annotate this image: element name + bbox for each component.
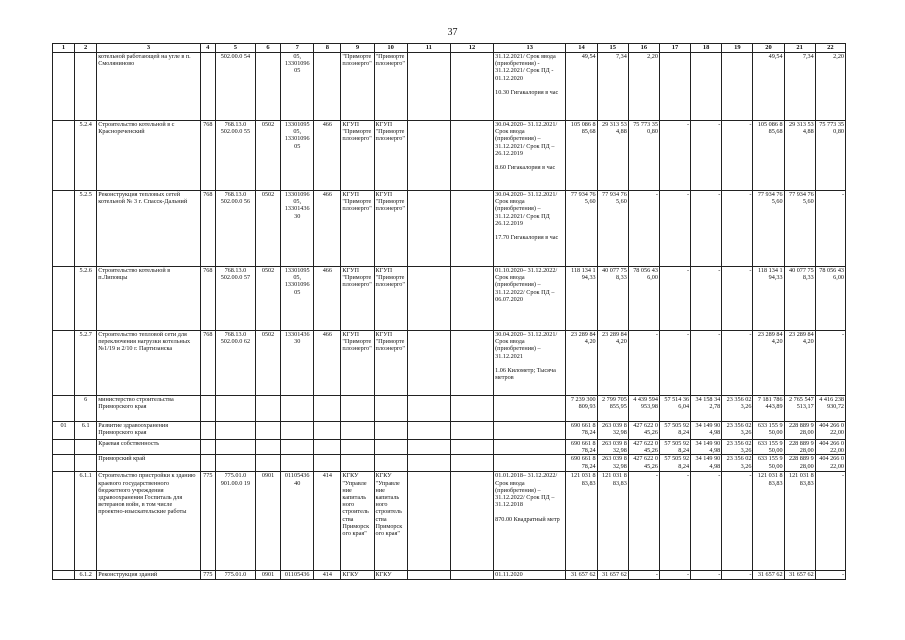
table-cell bbox=[374, 396, 407, 422]
table-cell bbox=[255, 440, 280, 455]
table-cell bbox=[200, 396, 215, 422]
table-row bbox=[53, 396, 846, 422]
table-cell: 29 313 53 4,88 bbox=[597, 121, 628, 191]
table-cell bbox=[494, 422, 566, 440]
table-cell bbox=[53, 571, 75, 580]
table-cell bbox=[407, 422, 450, 440]
header-cell: 22 bbox=[815, 44, 845, 53]
table-cell bbox=[341, 440, 374, 455]
table-cell: 05, 13301096 05 bbox=[281, 53, 314, 121]
table-row bbox=[53, 121, 846, 191]
table-cell: 23 289 84 4,20 bbox=[753, 331, 784, 396]
table-cell: 34 158 34 2,78 bbox=[691, 396, 722, 422]
table-cell: - bbox=[659, 121, 690, 191]
table-cell: 01105436 40 bbox=[281, 472, 314, 571]
table-cell: 5.2.7 bbox=[75, 331, 97, 396]
header-row bbox=[53, 44, 846, 53]
table-cell bbox=[255, 422, 280, 440]
table-cell bbox=[314, 455, 341, 472]
table-cell bbox=[314, 396, 341, 422]
table-body bbox=[53, 53, 846, 580]
header-cell: 17 bbox=[659, 44, 690, 53]
table-cell bbox=[281, 396, 314, 422]
table-cell: 30.04.2020– 31.12.2021/ Срок ввода (приобретения) – 31.12.2021/ Срок ПД 26.12.2019 17.70 Гигакалория в час bbox=[494, 191, 566, 267]
table-cell bbox=[255, 53, 280, 121]
table-cell: 31.12.2021/ Срок ввода (приобретения) - 31.12.2021/ Срок ПД - 01.12.2020 10.30 Гигакалория в час bbox=[494, 53, 566, 121]
table-cell: 23 289 84 4,20 bbox=[784, 331, 815, 396]
table-cell: 2 799 705 855,95 bbox=[597, 396, 628, 422]
table-cell bbox=[53, 472, 75, 571]
header-cell: 16 bbox=[628, 44, 659, 53]
table-cell: 30.04.2020– 31.12.2021/ Срок ввода (приобретения) – 31.12.2021/ Срок ПД – 26.12.2019 8.60 Гигакалория в час bbox=[494, 121, 566, 191]
table-cell: 01 bbox=[53, 422, 75, 440]
table-cell: - bbox=[659, 571, 690, 580]
table-cell bbox=[53, 121, 75, 191]
header-cell: 3 bbox=[97, 44, 201, 53]
table-cell bbox=[200, 422, 215, 440]
table-cell bbox=[691, 53, 722, 121]
table-cell: 768.13.0 502.00.0 57 bbox=[215, 267, 255, 331]
table-cell: КГУП "Приморте плоэнерго" bbox=[374, 267, 407, 331]
table-cell: 34 149 90 4,98 bbox=[691, 455, 722, 472]
table-cell: 31 657 62 bbox=[784, 571, 815, 580]
table-cell bbox=[341, 396, 374, 422]
table-cell: 502.00.0 54 bbox=[215, 53, 255, 121]
table-cell: 77 934 76 5,60 bbox=[566, 191, 597, 267]
table-cell bbox=[215, 396, 255, 422]
table-cell: "Приморте плоэнерго" bbox=[374, 53, 407, 121]
table-cell: 23 356 02 3,26 bbox=[722, 440, 753, 455]
table-cell: 4 416 238 930,72 bbox=[815, 396, 845, 422]
table-cell: 0502 bbox=[255, 331, 280, 396]
table-cell: - bbox=[691, 191, 722, 267]
table-cell: - bbox=[659, 472, 690, 571]
table-row bbox=[53, 331, 846, 396]
table-cell: 13301095 05, 13301096 05 bbox=[281, 121, 314, 191]
table-row bbox=[53, 422, 846, 440]
table-cell: 01.11.2020 bbox=[494, 571, 566, 580]
table-cell bbox=[75, 455, 97, 472]
table-cell bbox=[53, 396, 75, 422]
table-cell: 77 934 76 5,60 bbox=[597, 191, 628, 267]
header-cell: 12 bbox=[450, 44, 493, 53]
table-cell: 34 149 90 4,98 bbox=[691, 422, 722, 440]
table-cell: 13301436 30 bbox=[281, 331, 314, 396]
table-cell bbox=[407, 121, 450, 191]
table-cell bbox=[281, 422, 314, 440]
table-cell bbox=[407, 331, 450, 396]
table-cell bbox=[407, 396, 450, 422]
table-cell: 57 505 92 8,24 bbox=[659, 455, 690, 472]
table-cell: 228 889 9 28,00 bbox=[784, 455, 815, 472]
table-cell: - bbox=[659, 331, 690, 396]
table-row bbox=[53, 440, 846, 455]
table-cell: 768.13.0 502.00.0 55 bbox=[215, 121, 255, 191]
table-cell bbox=[255, 455, 280, 472]
table-cell bbox=[215, 422, 255, 440]
table-cell bbox=[450, 53, 493, 121]
table-cell bbox=[450, 191, 493, 267]
table-cell bbox=[53, 455, 75, 472]
table-cell bbox=[341, 455, 374, 472]
table-cell: - bbox=[691, 472, 722, 571]
table-cell: 2,20 bbox=[628, 53, 659, 121]
header-cell: 8 bbox=[314, 44, 341, 53]
table-cell bbox=[215, 455, 255, 472]
table-cell: 0901 bbox=[255, 472, 280, 571]
table-cell bbox=[450, 455, 493, 472]
table-cell bbox=[450, 331, 493, 396]
table-cell: Реконструкция тепловых сетей котельной № 3 г. Спасск-Дальний bbox=[97, 191, 201, 267]
table-cell bbox=[494, 455, 566, 472]
table-cell: 29 313 53 4,88 bbox=[784, 121, 815, 191]
table-cell: 633 155 9 50,00 bbox=[753, 422, 784, 440]
table-cell: 228 889 9 28,00 bbox=[784, 422, 815, 440]
table-cell: - bbox=[815, 571, 845, 580]
table-cell bbox=[374, 440, 407, 455]
table-row bbox=[53, 472, 846, 571]
table-cell bbox=[450, 267, 493, 331]
table-cell bbox=[314, 422, 341, 440]
table-cell: 40 077 75 8,33 bbox=[597, 267, 628, 331]
table-cell bbox=[53, 440, 75, 455]
table-cell: 404 266 0 22,00 bbox=[815, 455, 845, 472]
table-cell: КГУП "Приморте плоэнерго" bbox=[341, 121, 374, 191]
header-cell: 2 bbox=[75, 44, 97, 53]
header-cell: 10 bbox=[374, 44, 407, 53]
table-cell: 633 155 9 50,00 bbox=[753, 455, 784, 472]
table-cell bbox=[53, 53, 75, 121]
table-cell: 775 bbox=[200, 571, 215, 580]
table-cell: 0502 bbox=[255, 267, 280, 331]
table-cell bbox=[200, 455, 215, 472]
table-cell: КГКУ "Управле ние капиталь ного строитель ства Приморск ого края" bbox=[341, 472, 374, 571]
table-cell: 30.04.2020– 31.12.2021/ Срок ввода (приобретения) – 31.12.2021 1.06 Километр; Тысяча метров bbox=[494, 331, 566, 396]
table-cell: 6.1.2 bbox=[75, 571, 97, 580]
table-cell: Строительство котельной в п.Липовцы bbox=[97, 267, 201, 331]
table-cell: 78 056 43 6,00 bbox=[815, 267, 845, 331]
table-cell: КГКУ bbox=[374, 571, 407, 580]
table-cell: КГКУ bbox=[341, 571, 374, 580]
table-cell: 768.13.0 502.00.0 56 bbox=[215, 191, 255, 267]
table-cell: Строительство котельной в с Краснореченский bbox=[97, 121, 201, 191]
table-cell: 31 657 62 bbox=[566, 571, 597, 580]
table-cell: 118 134 1 94,33 bbox=[566, 267, 597, 331]
table-cell bbox=[314, 53, 341, 121]
table-cell: 7 239 300 809,93 bbox=[566, 396, 597, 422]
table-cell: 57 505 92 8,24 bbox=[659, 422, 690, 440]
table-cell bbox=[53, 191, 75, 267]
table-cell: - bbox=[722, 472, 753, 571]
table-cell: - bbox=[815, 331, 845, 396]
table-cell: 768 bbox=[200, 331, 215, 396]
table-cell bbox=[407, 53, 450, 121]
table-cell: 31 657 62 bbox=[753, 571, 784, 580]
table-cell bbox=[200, 53, 215, 121]
table-cell: 404 266 0 22,00 bbox=[815, 440, 845, 455]
table-cell: КГУП "Приморте плоэнерго" bbox=[341, 267, 374, 331]
table-cell bbox=[494, 396, 566, 422]
table-cell bbox=[450, 440, 493, 455]
table-cell: 768 bbox=[200, 121, 215, 191]
table-cell: 75 773 35 0,80 bbox=[815, 121, 845, 191]
table-cell: "Приморте плоэнерго" bbox=[341, 53, 374, 121]
table-cell: 427 622 0 45,26 bbox=[628, 422, 659, 440]
header-cell: 1 bbox=[53, 44, 75, 53]
table-cell: 49,54 bbox=[566, 53, 597, 121]
header-cell: 6 bbox=[255, 44, 280, 53]
table-cell: - bbox=[722, 121, 753, 191]
header-cell: 4 bbox=[200, 44, 215, 53]
table-cell: 121 031 8 83,83 bbox=[753, 472, 784, 571]
table-cell: министерство строительства Приморского края bbox=[97, 396, 201, 422]
table-cell: 466 bbox=[314, 267, 341, 331]
table-cell bbox=[722, 53, 753, 121]
table-row bbox=[53, 53, 846, 121]
table-cell bbox=[200, 440, 215, 455]
table-cell: 118 134 1 94,33 bbox=[753, 267, 784, 331]
header-cell: 21 bbox=[784, 44, 815, 53]
table-cell: 105 086 8 85,68 bbox=[566, 121, 597, 191]
table-cell: 31 657 62 bbox=[597, 571, 628, 580]
table-cell: - bbox=[815, 191, 845, 267]
table-cell: 40 077 75 8,33 bbox=[784, 267, 815, 331]
table-cell bbox=[255, 396, 280, 422]
table-cell: 6.1.1 bbox=[75, 472, 97, 571]
table-cell bbox=[314, 440, 341, 455]
table-cell: 13301095 05, 13301096 05 bbox=[281, 267, 314, 331]
header-cell: 19 bbox=[722, 44, 753, 53]
table-cell: Строительство пристройки к зданию краевого государственного бюджетного учреждения здравоохранения Госпиталь для ветеранов войн, в том числе проектно-изыскательские работы bbox=[97, 472, 201, 571]
table-cell: 690 661 8 78,24 bbox=[566, 422, 597, 440]
table-cell: КГУП "Приморте плоэнерго" bbox=[374, 121, 407, 191]
table-cell: 75 773 35 0,80 bbox=[628, 121, 659, 191]
table-cell: - bbox=[628, 472, 659, 571]
table-cell bbox=[407, 571, 450, 580]
table-row bbox=[53, 571, 846, 580]
table-cell: 5.2.5 bbox=[75, 191, 97, 267]
table-cell: - bbox=[628, 331, 659, 396]
table-cell bbox=[374, 455, 407, 472]
table-cell: 6.1 bbox=[75, 422, 97, 440]
table-cell: 0901 bbox=[255, 571, 280, 580]
table-cell: 01.01.2018– 31.12.2022/ Срок ввода (приобретения) – 31.12.2022/ Срок ПД – 31.12.2018 870.00 Квадратный метр bbox=[494, 472, 566, 571]
table-cell: - bbox=[815, 472, 845, 571]
header-cell: 5 bbox=[215, 44, 255, 53]
header-cell: 15 bbox=[597, 44, 628, 53]
table-cell: 6 bbox=[75, 396, 97, 422]
table-cell: КГУП "Приморте плоэнерго" bbox=[374, 191, 407, 267]
table-cell: - bbox=[722, 191, 753, 267]
table-cell: 775.01.0 bbox=[215, 571, 255, 580]
table-cell: 768 bbox=[200, 267, 215, 331]
table-cell: Краевая собственность bbox=[97, 440, 201, 455]
table-cell: 466 bbox=[314, 191, 341, 267]
table-cell: 263 039 8 32,98 bbox=[597, 422, 628, 440]
table-cell: 2 765 547 513,17 bbox=[784, 396, 815, 422]
table-cell bbox=[341, 422, 374, 440]
table-cell: 775 bbox=[200, 472, 215, 571]
table-cell bbox=[407, 440, 450, 455]
header-cell: 9 bbox=[341, 44, 374, 53]
table-cell: 5.2.4 bbox=[75, 121, 97, 191]
table-cell: 228 889 9 28,00 bbox=[784, 440, 815, 455]
table-cell: 23 356 02 3,26 bbox=[722, 396, 753, 422]
table-cell: 427 622 0 45,26 bbox=[628, 455, 659, 472]
table-cell: 466 bbox=[314, 121, 341, 191]
budget-table bbox=[52, 43, 846, 580]
table-cell: КГУП "Приморте плоэнерго" bbox=[341, 191, 374, 267]
table-cell bbox=[407, 191, 450, 267]
table-cell: 121 031 8 83,83 bbox=[784, 472, 815, 571]
table-cell: 01.10.2020– 31.12.2022/ Срок ввода (приобретения) – 31.12.2022/ Срок ПД – 06.07.2020 bbox=[494, 267, 566, 331]
table-cell bbox=[450, 121, 493, 191]
header-cell: 18 bbox=[691, 44, 722, 53]
table-cell: 414 bbox=[314, 571, 341, 580]
table-cell: 775.01.0 901.00.0 19 bbox=[215, 472, 255, 571]
table-cell: - bbox=[628, 191, 659, 267]
table-cell bbox=[407, 472, 450, 571]
table-cell: 57 505 92 8,24 bbox=[659, 440, 690, 455]
table-cell: 78 056 43 6,00 bbox=[628, 267, 659, 331]
table-cell: КГУП "Приморте плоэнерго" bbox=[341, 331, 374, 396]
table-cell: 0502 bbox=[255, 191, 280, 267]
table-cell: 768.13.0 502.00.0 62 bbox=[215, 331, 255, 396]
table-cell: - bbox=[691, 331, 722, 396]
table-cell: 4 439 594 953,98 bbox=[628, 396, 659, 422]
table-cell: 23 356 02 3,26 bbox=[722, 455, 753, 472]
table-cell: - bbox=[691, 571, 722, 580]
table-cell bbox=[53, 331, 75, 396]
table-cell: - bbox=[659, 191, 690, 267]
table-cell: 414 bbox=[314, 472, 341, 571]
table-cell: - bbox=[691, 121, 722, 191]
table-cell bbox=[450, 422, 493, 440]
table-cell: 121 031 8 83,83 bbox=[597, 472, 628, 571]
header-cell: 13 bbox=[494, 44, 566, 53]
table-cell: 23 289 84 4,20 bbox=[566, 331, 597, 396]
table-cell: - bbox=[691, 267, 722, 331]
table-cell: Строительство тепловой сети для переключения нагрузки котельных №1/19 и 2/10 г. Партизанска bbox=[97, 331, 201, 396]
table-cell: 121 031 8 83,83 bbox=[566, 472, 597, 571]
header-cell: 7 bbox=[281, 44, 314, 53]
table-cell: 0502 bbox=[255, 121, 280, 191]
table-cell: 01105436 bbox=[281, 571, 314, 580]
table-cell bbox=[281, 455, 314, 472]
header-cell: 14 bbox=[566, 44, 597, 53]
table-cell: 427 622 0 45,26 bbox=[628, 440, 659, 455]
table-row bbox=[53, 191, 846, 267]
table-row bbox=[53, 267, 846, 331]
table-row bbox=[53, 455, 846, 472]
table-cell bbox=[215, 440, 255, 455]
table-cell: - bbox=[659, 267, 690, 331]
table-cell: 768 bbox=[200, 191, 215, 267]
table-cell bbox=[450, 472, 493, 571]
table-cell bbox=[450, 396, 493, 422]
table-cell: 633 155 9 50,00 bbox=[753, 440, 784, 455]
table-cell: 690 661 8 78,24 bbox=[566, 440, 597, 455]
table-cell: Приморский край bbox=[97, 455, 201, 472]
table-cell: Развитие здравоохранения Приморского края bbox=[97, 422, 201, 440]
table-cell bbox=[75, 53, 97, 121]
table-cell: 23 356 02 3,26 bbox=[722, 422, 753, 440]
table-cell bbox=[659, 53, 690, 121]
table-cell: КГКУ "Управле ние капиталь ного строитель ства Приморск ого края" bbox=[374, 472, 407, 571]
table-cell: - bbox=[722, 571, 753, 580]
table-cell: 77 934 76 5,60 bbox=[784, 191, 815, 267]
table-cell: 263 039 8 32,98 bbox=[597, 455, 628, 472]
table-cell: 57 514 36 6,04 bbox=[659, 396, 690, 422]
table-cell: - bbox=[628, 571, 659, 580]
table-cell: КГУП "Приморте плоэнерго" bbox=[374, 331, 407, 396]
table-cell: - bbox=[722, 331, 753, 396]
table-cell: 49,54 bbox=[753, 53, 784, 121]
table-cell bbox=[494, 440, 566, 455]
table-cell: Реконструкция зданий bbox=[97, 571, 201, 580]
table-cell: 7 181 786 443,89 bbox=[753, 396, 784, 422]
table-cell: 466 bbox=[314, 331, 341, 396]
table-cell: 263 039 8 32,98 bbox=[597, 440, 628, 455]
table-cell: 105 086 8 85,68 bbox=[753, 121, 784, 191]
table-cell: котельной работающей на угле в п. Смоляниново bbox=[97, 53, 201, 121]
table-cell: 77 934 76 5,60 bbox=[753, 191, 784, 267]
table-cell bbox=[407, 267, 450, 331]
header-cell: 11 bbox=[407, 44, 450, 53]
table-cell bbox=[281, 440, 314, 455]
table-cell: 690 661 8 78,24 bbox=[566, 455, 597, 472]
table-cell: 23 289 84 4,20 bbox=[597, 331, 628, 396]
page-number: 37 bbox=[447, 27, 458, 38]
table-cell: 2,20 bbox=[815, 53, 845, 121]
table-cell: 404 266 0 22,00 bbox=[815, 422, 845, 440]
table-cell: 13301096 05, 13301436 30 bbox=[281, 191, 314, 267]
table-cell: 5.2.6 bbox=[75, 267, 97, 331]
table-cell bbox=[53, 267, 75, 331]
table-cell: 7,34 bbox=[597, 53, 628, 121]
table-cell: - bbox=[722, 267, 753, 331]
table-cell bbox=[75, 440, 97, 455]
header-cell: 20 bbox=[753, 44, 784, 53]
table-cell: 34 149 90 4,98 bbox=[691, 440, 722, 455]
table-cell bbox=[450, 571, 493, 580]
table-cell bbox=[374, 422, 407, 440]
table-cell: 7,34 bbox=[784, 53, 815, 121]
table-cell bbox=[407, 455, 450, 472]
